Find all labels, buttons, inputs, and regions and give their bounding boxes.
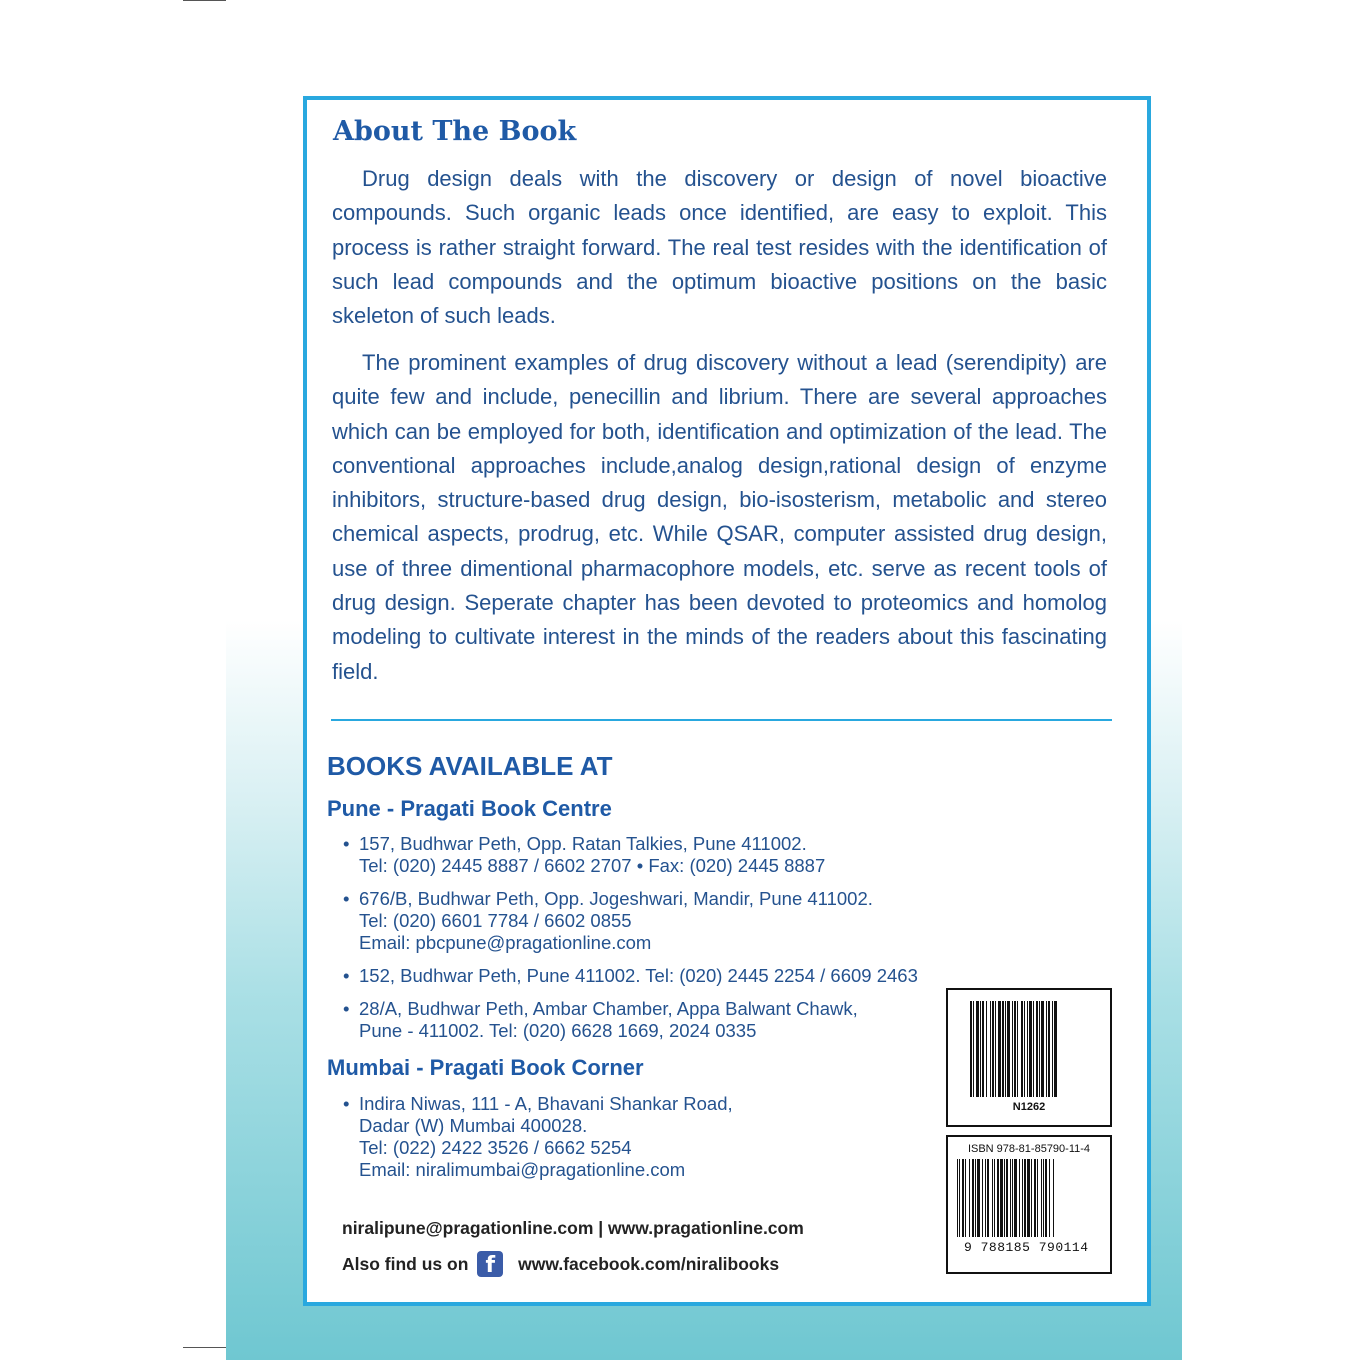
barcode-bar (980, 1001, 981, 1097)
barcode-bar (1004, 1159, 1005, 1237)
barcode-bar (975, 1159, 976, 1237)
address-line: Tel: (020) 2445 8887 / 6602 2707 • Fax: (020) 2445 8887 (359, 855, 826, 876)
barcode-bar (1048, 1001, 1050, 1097)
address-line: Dadar (W) Mumbai 400028. (359, 1115, 588, 1136)
barcode-bar (1010, 1159, 1011, 1237)
isbn-barcode (946, 1135, 1112, 1274)
barcode-bar (985, 1159, 986, 1237)
isbn-label: ISBN 978-81-85790-11-4 (967, 1143, 1091, 1155)
isbn-number: 9 788185 790114 (964, 1240, 1089, 1255)
facebook-icon[interactable]: f (477, 1251, 503, 1277)
pune-store-title: Pune - Pragati Book Centre (327, 796, 612, 821)
barcode-bar (1027, 1159, 1030, 1237)
bullet: • (343, 965, 350, 986)
section-divider (331, 719, 1112, 721)
barcode-bar (997, 1159, 999, 1237)
barcode-bar (965, 1159, 966, 1237)
barcode-bar (987, 1159, 989, 1237)
crop-mark-top (183, 0, 226, 1)
barcode-bar (1052, 1001, 1053, 1097)
barcode-bar (959, 1159, 960, 1237)
barcode-bar (1024, 1001, 1025, 1097)
barcode-bar (977, 1159, 980, 1237)
barcode-bar (1021, 1001, 1023, 1097)
barcode-bar (1053, 1159, 1054, 1237)
barcode-bar (1022, 1159, 1023, 1237)
barcode-bar (1014, 1001, 1016, 1097)
address-line: Tel: (020) 6601 7784 / 6602 0855 (359, 910, 632, 931)
barcode-bar (982, 1159, 983, 1237)
address-line: 152, Budhwar Peth, Pune 411002. Tel: (020) 2445 2254 / 6609 2463 (359, 965, 918, 986)
barcode-bar (992, 1159, 993, 1237)
bullet: • (343, 1093, 350, 1114)
barcode-bar (1014, 1159, 1017, 1237)
address-line: Pune - 411002. Tel: (020) 6628 1669, 2024 0335 (359, 1020, 757, 1041)
barcode-bar (1054, 1001, 1057, 1097)
barcode-bar (982, 1001, 984, 1097)
facebook-link[interactable]: www.facebook.com/niralibooks (518, 1254, 780, 1274)
barcode-bar (973, 1001, 974, 1097)
barcode-bar (1037, 1159, 1038, 1237)
barcode-bar (995, 1001, 996, 1097)
about-paragraph-2: The prominent examples of drug discovery without a lead (serendipity) are quite few and include, penecillin and librium. There are several approaches which can be employed for both, identification and optimization of the lead. The conventional approaches include,analog design,rational design of enzyme inhibitors, structure-based drug design, bio-isosterism, metabolic and stereo chemical aspects, prodrug, etc. While QSAR, computer assisted drug design, use of three dimentional pharmacophore models, etc. serve as recent tools of drug design. Seperate chapter has been devoted to proteomics and homolog modeling to cultivate interest in the minds of the readers about this fascinating field. (332, 350, 1107, 684)
barcode-bar (1041, 1159, 1042, 1237)
facebook-line (342, 1251, 779, 1277)
barcode-bar (1019, 1159, 1020, 1237)
address-line: Tel: (022) 2422 3526 / 6662 5254 (359, 1137, 632, 1158)
crop-mark-bottom (183, 1347, 226, 1348)
barcode-bar (962, 1159, 964, 1237)
barcode-bar (1043, 1159, 1044, 1237)
barcode-bar (992, 1001, 994, 1097)
about-paragraph-1: Drug design deals with the discovery or design of novel bioactive compounds. Such organic leads once identified, are easy to exploit. This process is rather straight forward. The real test resides with the identification of such lead compounds and the optimum bioactive positions on the basic skeleton of such leads. (332, 166, 1107, 329)
barcode-bar (1005, 1001, 1006, 1097)
bullet: • (343, 998, 350, 1019)
barcode-bar (1033, 1001, 1034, 1097)
barcode-bar (1029, 1001, 1032, 1097)
bullet: • (343, 888, 350, 909)
barcode-bar (1039, 1001, 1040, 1097)
barcode-bar (1000, 1159, 1003, 1237)
barcode-bar (1024, 1159, 1026, 1237)
barcode-bars (970, 1001, 1088, 1097)
barcode-bar (969, 1159, 970, 1237)
barcode-bar (986, 1001, 987, 1097)
barcode-bar (1045, 1159, 1047, 1237)
barcode-bars (957, 1159, 1101, 1237)
address-line: 28/A, Budhwar Peth, Ambar Chamber, Appa Balwant Chawk, (359, 998, 858, 1019)
availability-title: BOOKS AVAILABLE AT (327, 751, 613, 781)
barcode-bar (1027, 1001, 1028, 1097)
barcode-bar (1006, 1159, 1008, 1237)
barcode-bar (1002, 1001, 1004, 1097)
mumbai-store-title: Mumbai - Pragati Book Corner (327, 1055, 644, 1080)
barcode-bar (1049, 1159, 1050, 1237)
barcode-bar (957, 1159, 958, 1237)
barcode-bar (994, 1159, 995, 1237)
barcode-bar (1034, 1159, 1036, 1237)
barcode-bar (1012, 1159, 1013, 1237)
address-email[interactable]: Email: pbcpune@pragationline.com (359, 932, 652, 953)
contact-links[interactable]: niralipune@pragationline.com | www.pragationline.com (342, 1218, 804, 1238)
barcode-bar (972, 1159, 974, 1237)
barcode-bar (1041, 1001, 1044, 1097)
address-line: 676/B, Budhwar Peth, Opp. Jogeshwari, Mandir, Pune 411002. (359, 888, 873, 909)
book-code: N1262 (1012, 1101, 1046, 1113)
barcode-bar (976, 1001, 979, 1097)
address-email[interactable]: Email: niralimumbai@pragationline.com (359, 1159, 686, 1180)
bullet: • (343, 833, 350, 854)
book-code-barcode (946, 988, 1112, 1127)
barcode-bar (1017, 1001, 1018, 1097)
barcode-bar (1012, 1001, 1013, 1097)
about-title: About The Book (333, 116, 577, 147)
address-line: 157, Budhwar Peth, Opp. Ratan Talkies, Pune 411002. (359, 833, 807, 854)
barcode-bar (1046, 1001, 1047, 1097)
barcode-bar (1036, 1001, 1038, 1097)
address-line: Indira Niwas, 111 - A, Bhavani Shankar Road, (359, 1093, 733, 1114)
find-us-label: Also find us on (342, 1254, 469, 1274)
barcode-bar (990, 1001, 991, 1097)
barcode-bar (1007, 1001, 1010, 1097)
barcode-bar (998, 1001, 1001, 1097)
barcode-bar (970, 1001, 972, 1097)
barcode-bar (1031, 1159, 1032, 1237)
